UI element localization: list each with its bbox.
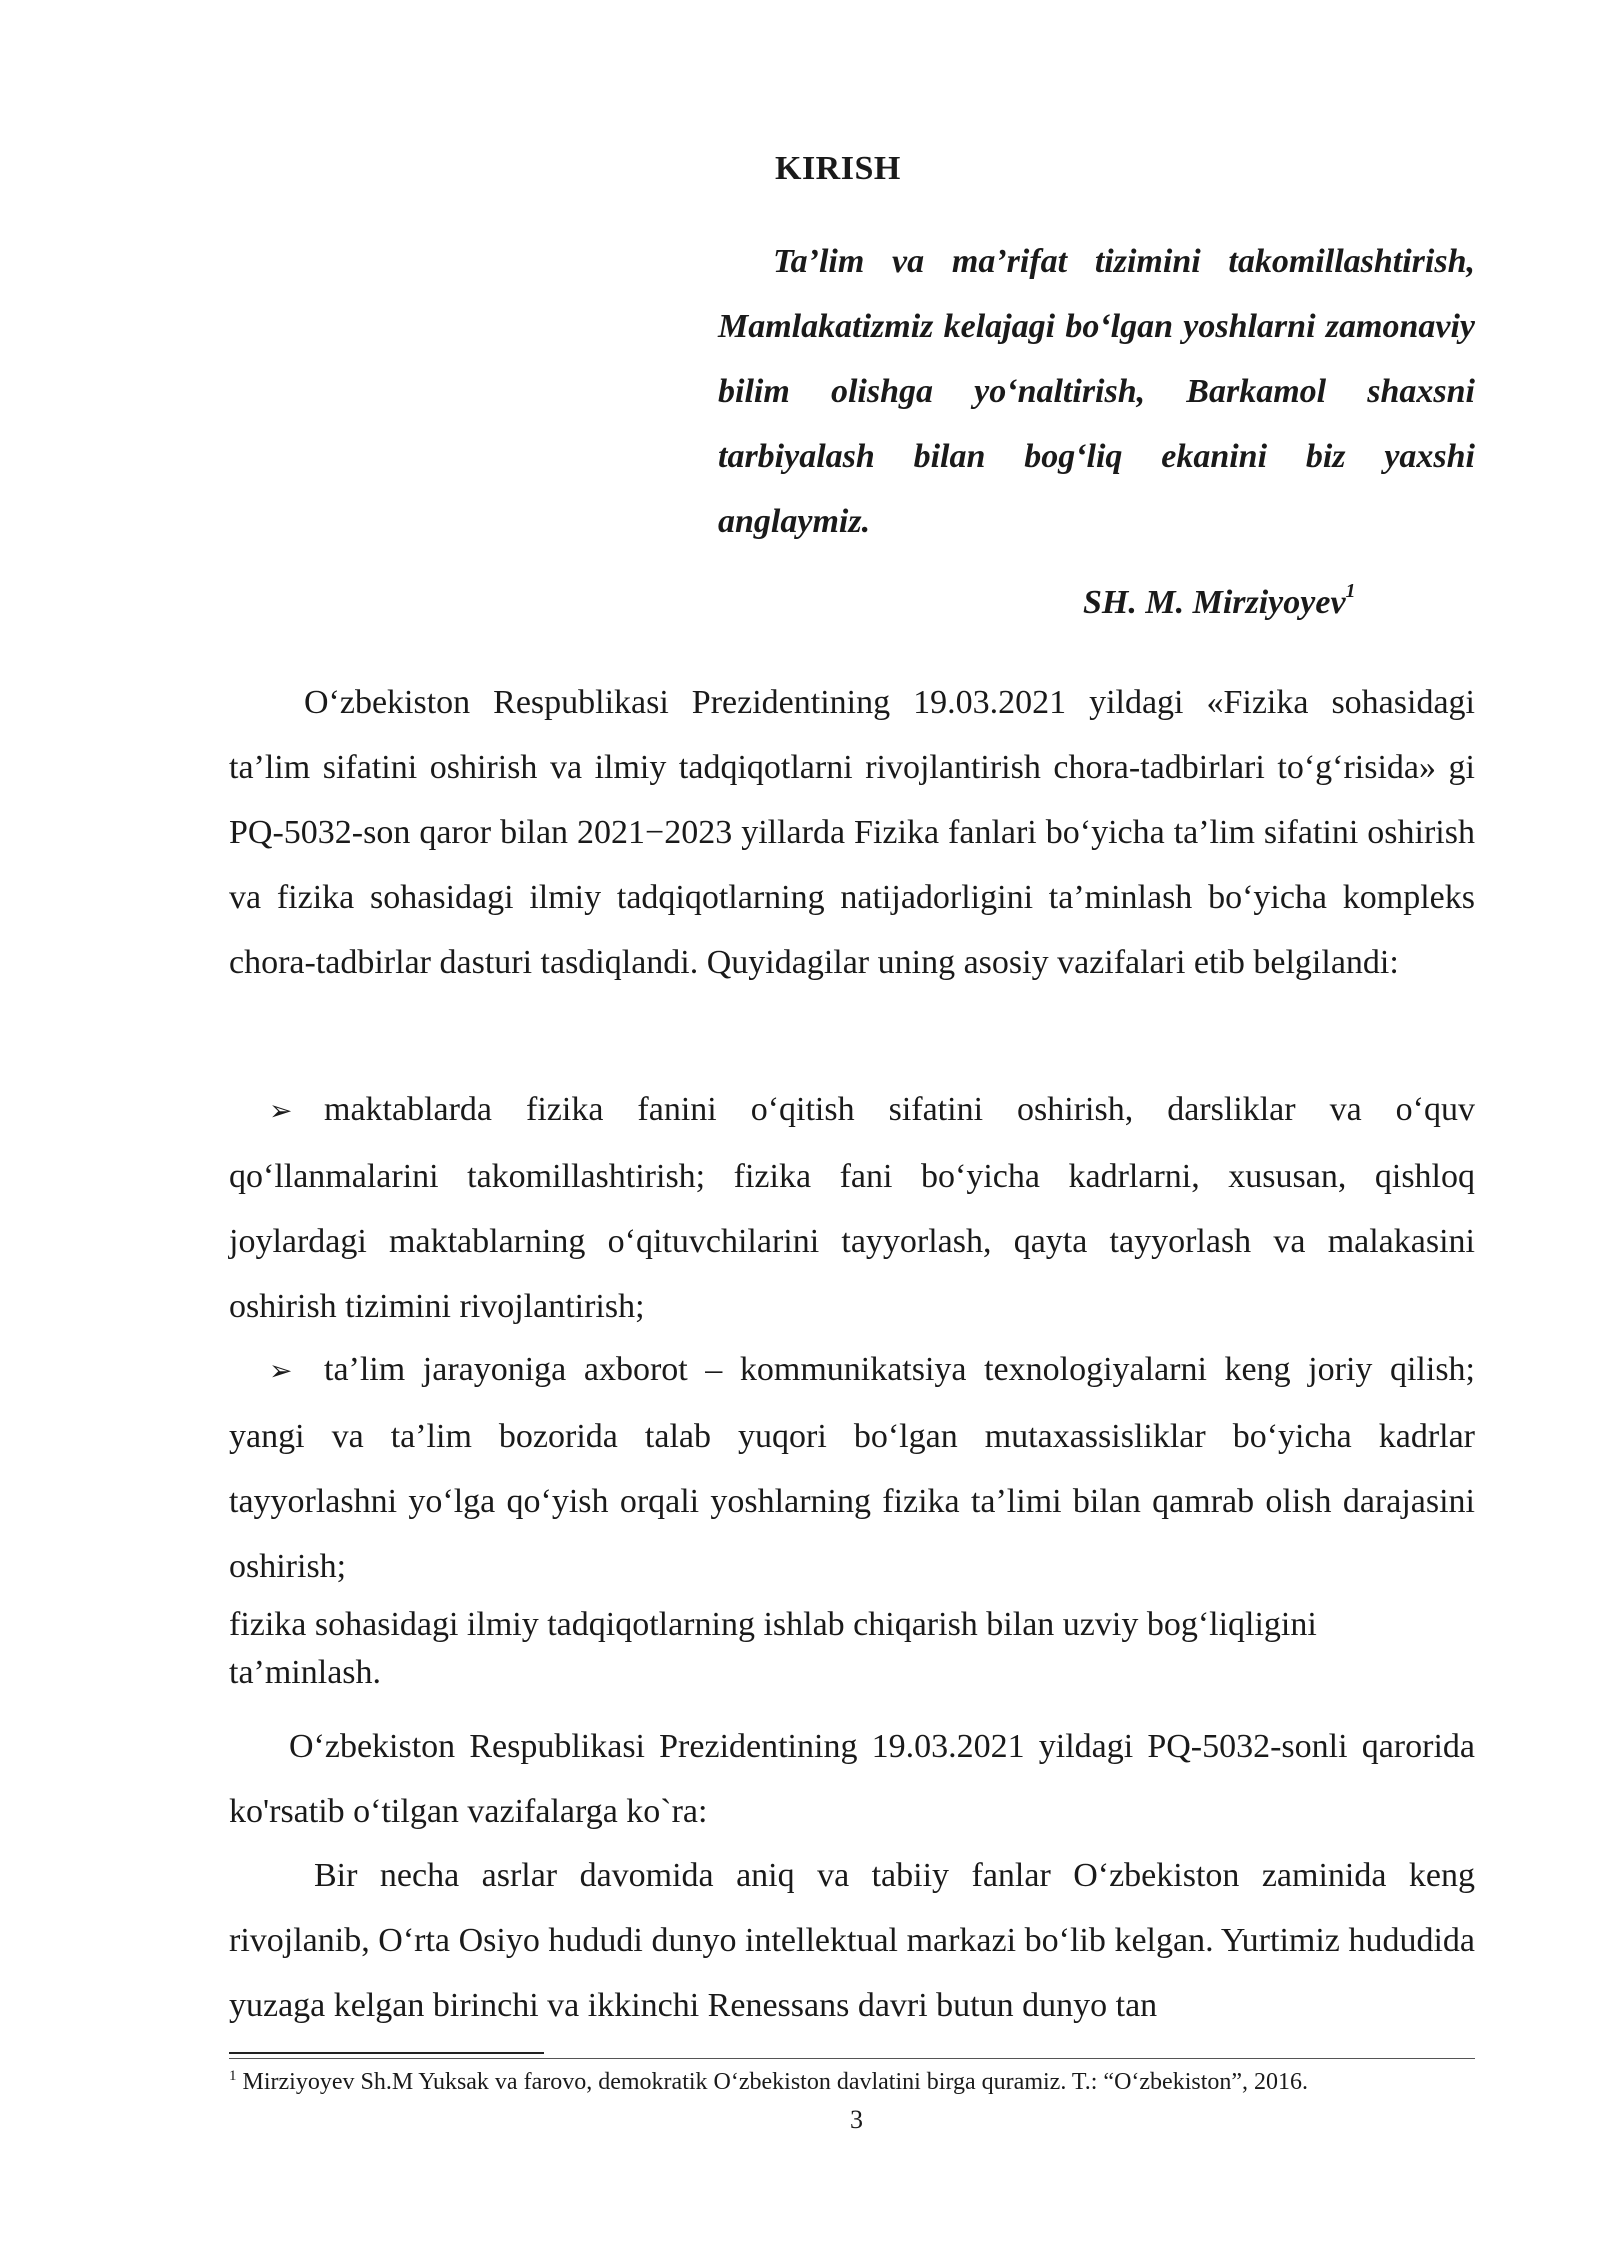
section-heading: KIRISH (775, 150, 901, 187)
plain-item-paragraph: fizika sohasidagi ilmiy tadqiqotlarning ishlab chiqarish bilan uzviy bog‘liqligini ta’minlash. (229, 1606, 1317, 1691)
footnote-separator (229, 2052, 544, 2054)
page-number: 3 (850, 2105, 863, 2134)
arrow-bullet-icon: ➢ (269, 1356, 293, 1387)
third-paragraph: Bir necha asrlar davomida aniq va tabiiy fanlar O‘zbekiston zaminida keng rivojlanib, O‘rta Osiyo hududi dunyo intellektual markazi bo‘lib kelgan. Yurtimiz hududida yuzaga kelgan birinchi va ikkinchi Renessans davri butun dunyo tan (229, 1857, 1475, 2024)
bullet-item-2 (229, 1337, 1475, 1599)
footnote-divider (229, 2058, 1475, 2059)
second-paragraph: O‘zbekiston Respublikasi Prezidentining 19.03.2021 yildagi PQ-5032-sonli qarorida ko'rsatib o‘tilgan vazifalarga ko`ra: (229, 1728, 1475, 1830)
footnote-reference: 1 (1345, 579, 1356, 602)
author-name: SH. M. Mirziyoyev (1083, 584, 1346, 621)
bullet-item-1-text: maktablarda fizika fanini o‘qitish sifatini oshirish, darsliklar va o‘quv qo‘llanmalarini takomillashtirish; fizika fani bo‘yicha kadrlarni, xususan, qishloq joylardagi maktablarning o‘qituvchilarini tayyorlash, qayta tayyorlash va malakasini oshirish tizimini rivojlantirish; (229, 1091, 1475, 1325)
intro-paragraph: O‘zbekiston Respublikasi Prezidentining 19.03.2021 yildagi «Fizika sohasidagi ta’lim sifatini oshirish va ilmiy tadqiqotlarni rivojlantirish chora-tadbirlari to‘g‘risida» gi PQ-5032-son qaror bilan 2021−2023 yillarda Fizika fanlari bo‘yicha ta’lim sifatini oshirish va fizika sohasidagi ilmiy tadqiqotlarning natijadorligini ta’minlash bo‘yicha kompleks chora-tadbirlar dasturi tasdiqlandi. Quyidagilar uning asosiy vazifalari etib belgilandi: (229, 684, 1475, 981)
epigraph-author (1083, 579, 1356, 622)
footnote (229, 2067, 1475, 2097)
footnote-text: Mirziyoyev Sh.M Yuksak va farovo, demokratik O‘zbekiston davlatini birga quramiz. T.: “O‘zbekiston”, 2016. (236, 2069, 1309, 2095)
footnote-number: 1 (229, 2068, 237, 2084)
arrow-bullet-icon: ➢ (269, 1096, 293, 1127)
bullet-item-1 (229, 1077, 1475, 1339)
bullet-item-2-text: ta’lim jarayoniga axborot – kommunikatsiya texnologiyalarni keng joriy qilish; yangi va ta’lim bozorida talab yuqori bo‘lgan mutaxassisliklar bo‘yicha kadrlar tayyorlashni yo‘lga qo‘yish orqali yoshlarning fizika ta’limi bilan qamrab olish darajasini oshirish; (229, 1351, 1475, 1585)
epigraph-quote: Ta’lim va ma’rifat tizimini takomillashtirish, Mamlakatizmiz kelajagi bo‘lgan yoshlarni zamonaviy bilim olishga yo‘naltirish, Barkamol shaxsni tarbiyalash bilan bog‘liq ekanini biz yaxshi anglaymiz. (718, 243, 1475, 540)
